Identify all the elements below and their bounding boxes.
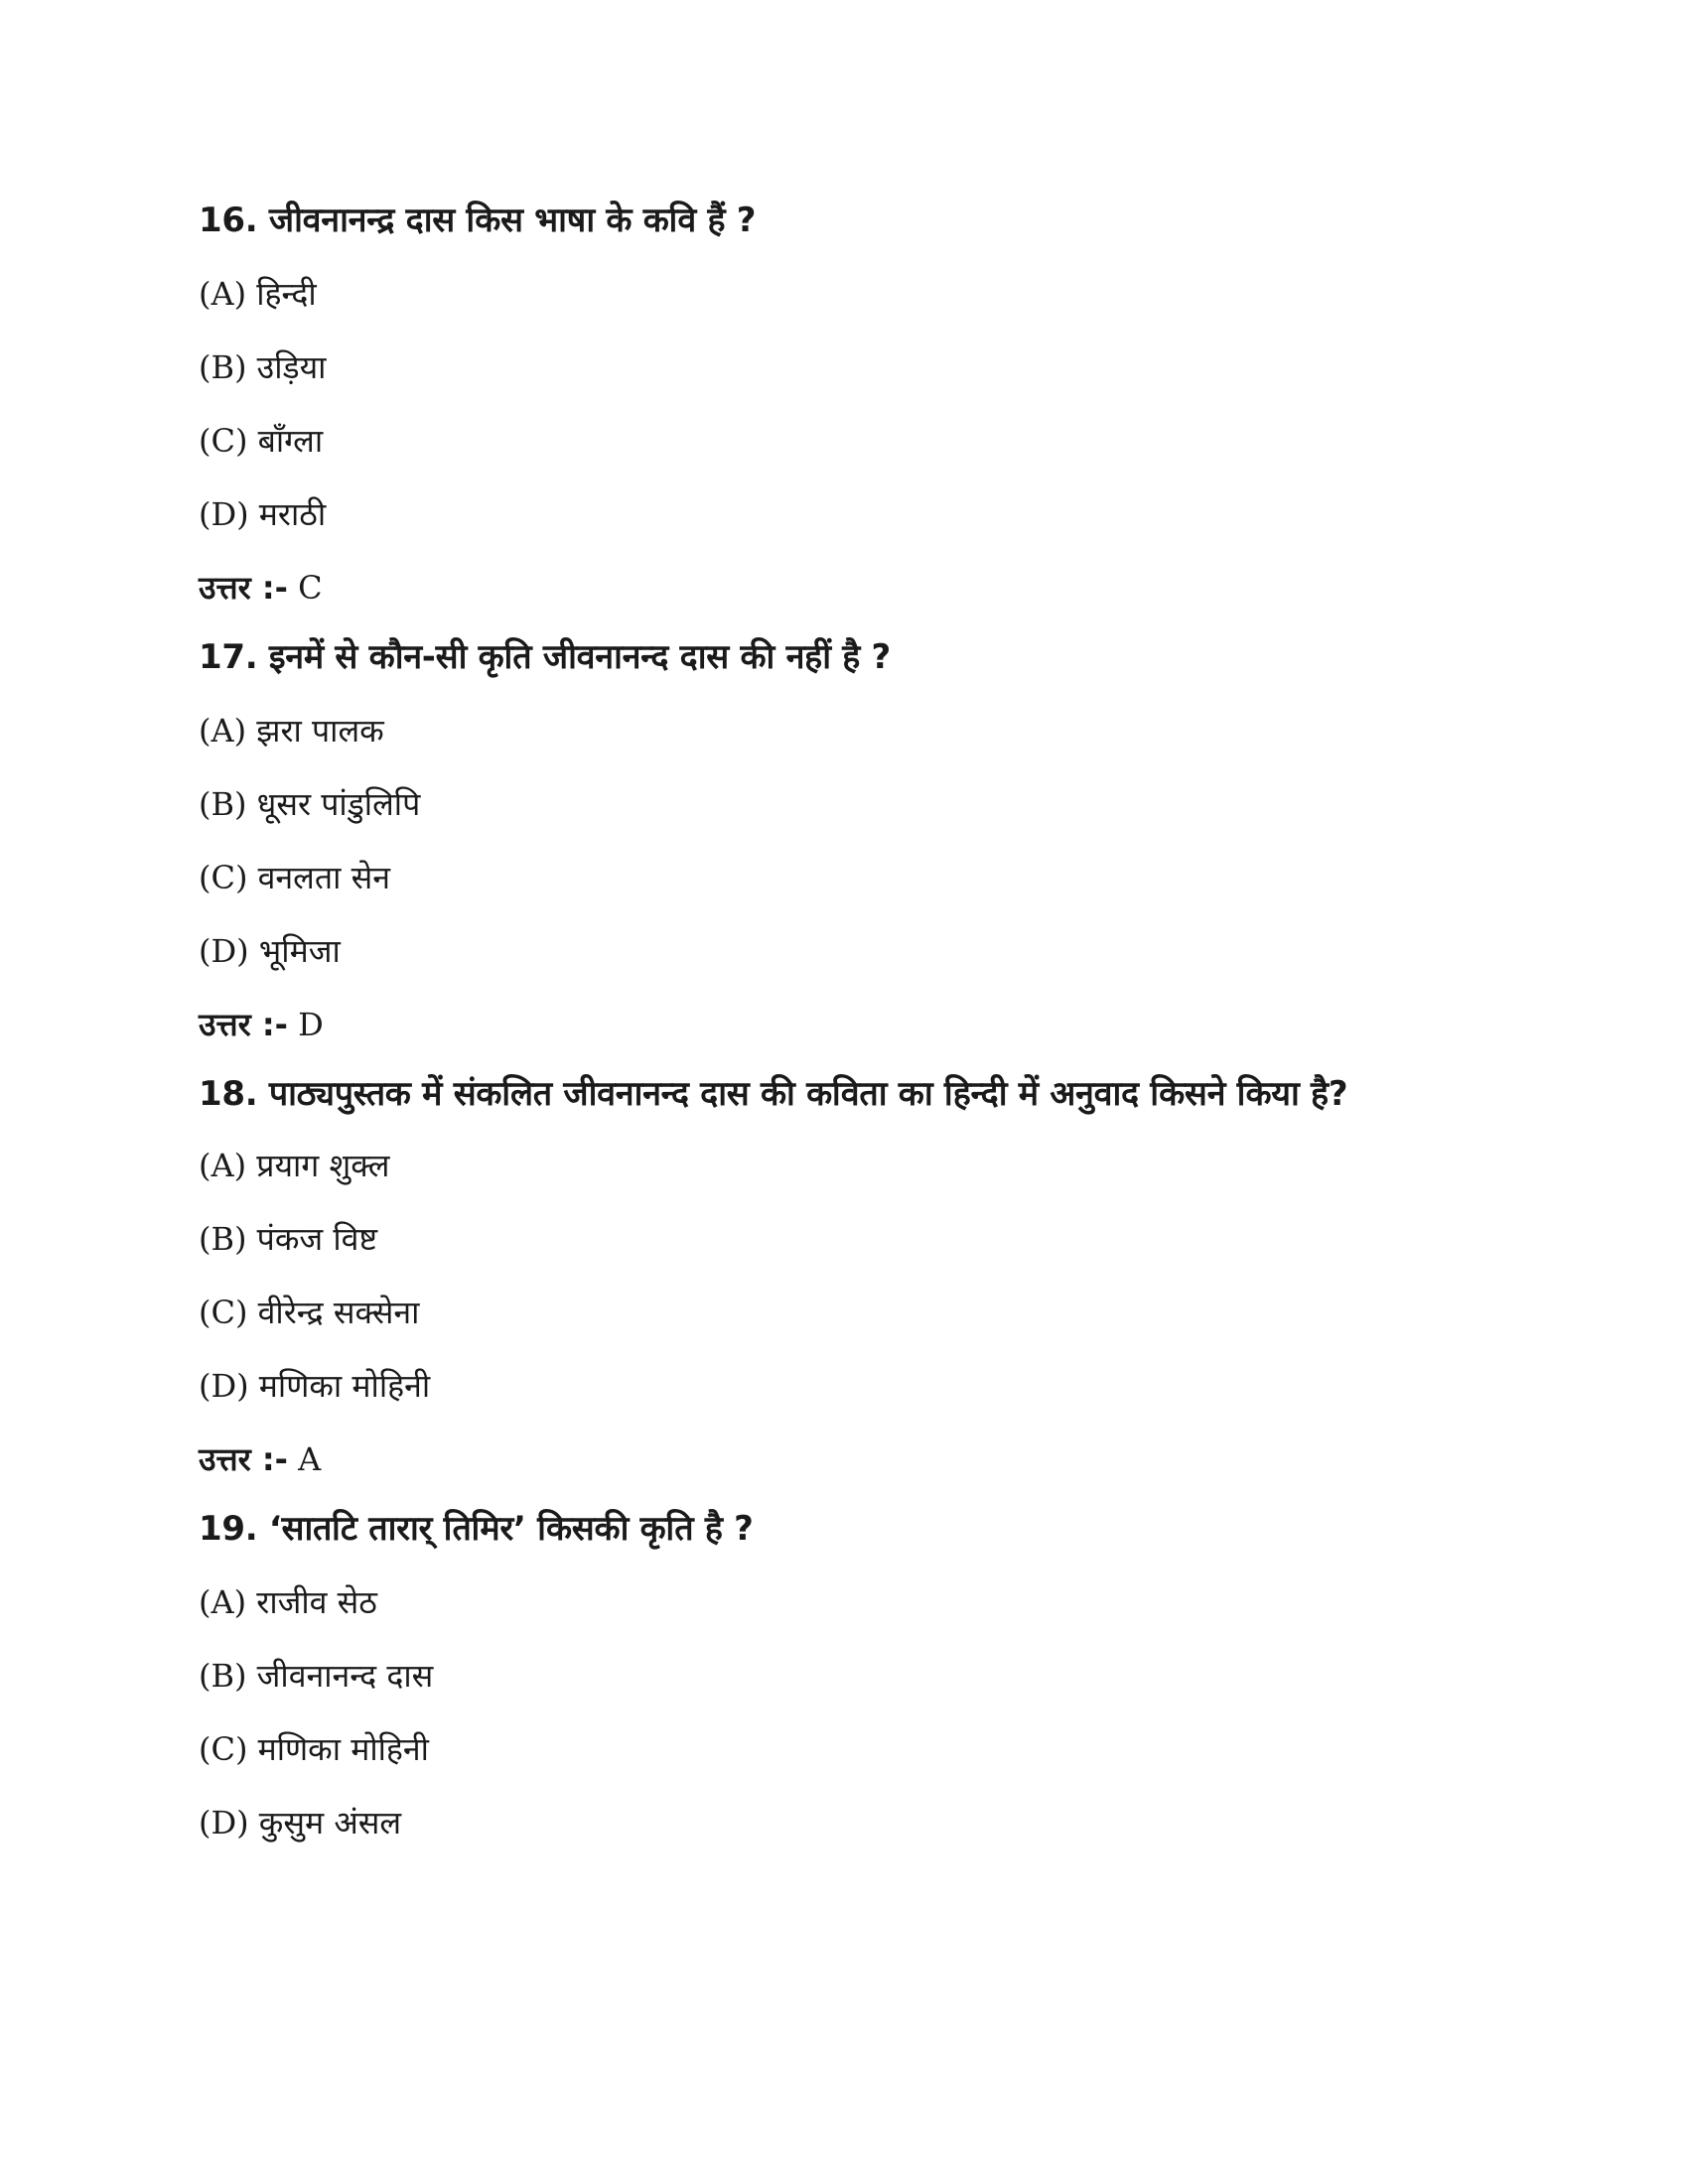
answer-value: C [298,569,323,607]
option-a: (A) राजीव सेठ [199,1583,377,1621]
question-text: 17. इनमें से कौन-सी कृति जीवनानन्द दास की नहीं है ? [199,637,891,677]
answer-line [199,1435,1489,1483]
answer-label: उत्तर :- [199,1440,288,1478]
question-text: 18. पाठ्यपुस्तक में संकलित जीवनानन्द दास की कविता का हिन्दी में अनुवाद किसने किया है? [199,1074,1348,1114]
option-a: (A) प्रयाग शुक्ल [199,1147,390,1184]
option-c: (C) बाँग्ला [199,422,324,460]
option-d: (D) मणिका मोहिनी [199,1367,431,1405]
answer-label: उत्तर :- [199,1006,288,1043]
answer-value: D [298,1006,324,1043]
question-18 [199,1070,1489,1483]
option-b: (B) पंकज विष्ट [199,1220,378,1258]
question-17 [199,633,1489,1048]
option-b: (B) उड़िया [199,348,327,386]
question-text: 16. जीवनानन्द्र दास किस भाषा के कवि हैं ? [199,201,757,240]
option-c: (C) वनलता सेन [199,859,390,896]
document-page [199,197,1489,1872]
question-text: 19. ‘सातटि तारार् तिमिर’ किसकी कृति है ? [199,1509,754,1549]
option-d: (D) कुसुम अंसल [199,1804,402,1842]
option-c: (C) वीरेन्द्र सक्सेना [199,1294,420,1331]
option-d: (D) मराठी [199,495,327,533]
option-d: (D) भूमिजा [199,932,341,970]
option-c: (C) मणिका मोहिनी [199,1730,429,1768]
option-a: (A) झरा पालक [199,712,384,750]
question-19 [199,1505,1489,1846]
option-b: (B) जीवनानन्द दास [199,1657,434,1695]
option-b: (B) धूसर पांडुलिपि [199,785,421,823]
answer-label: उत्तर :- [199,569,288,607]
answer-line [199,1001,1489,1048]
question-16 [199,197,1489,612]
answer-line [199,564,1489,612]
option-a: (A) हिन्दी [199,275,317,313]
answer-value: A [298,1440,322,1478]
